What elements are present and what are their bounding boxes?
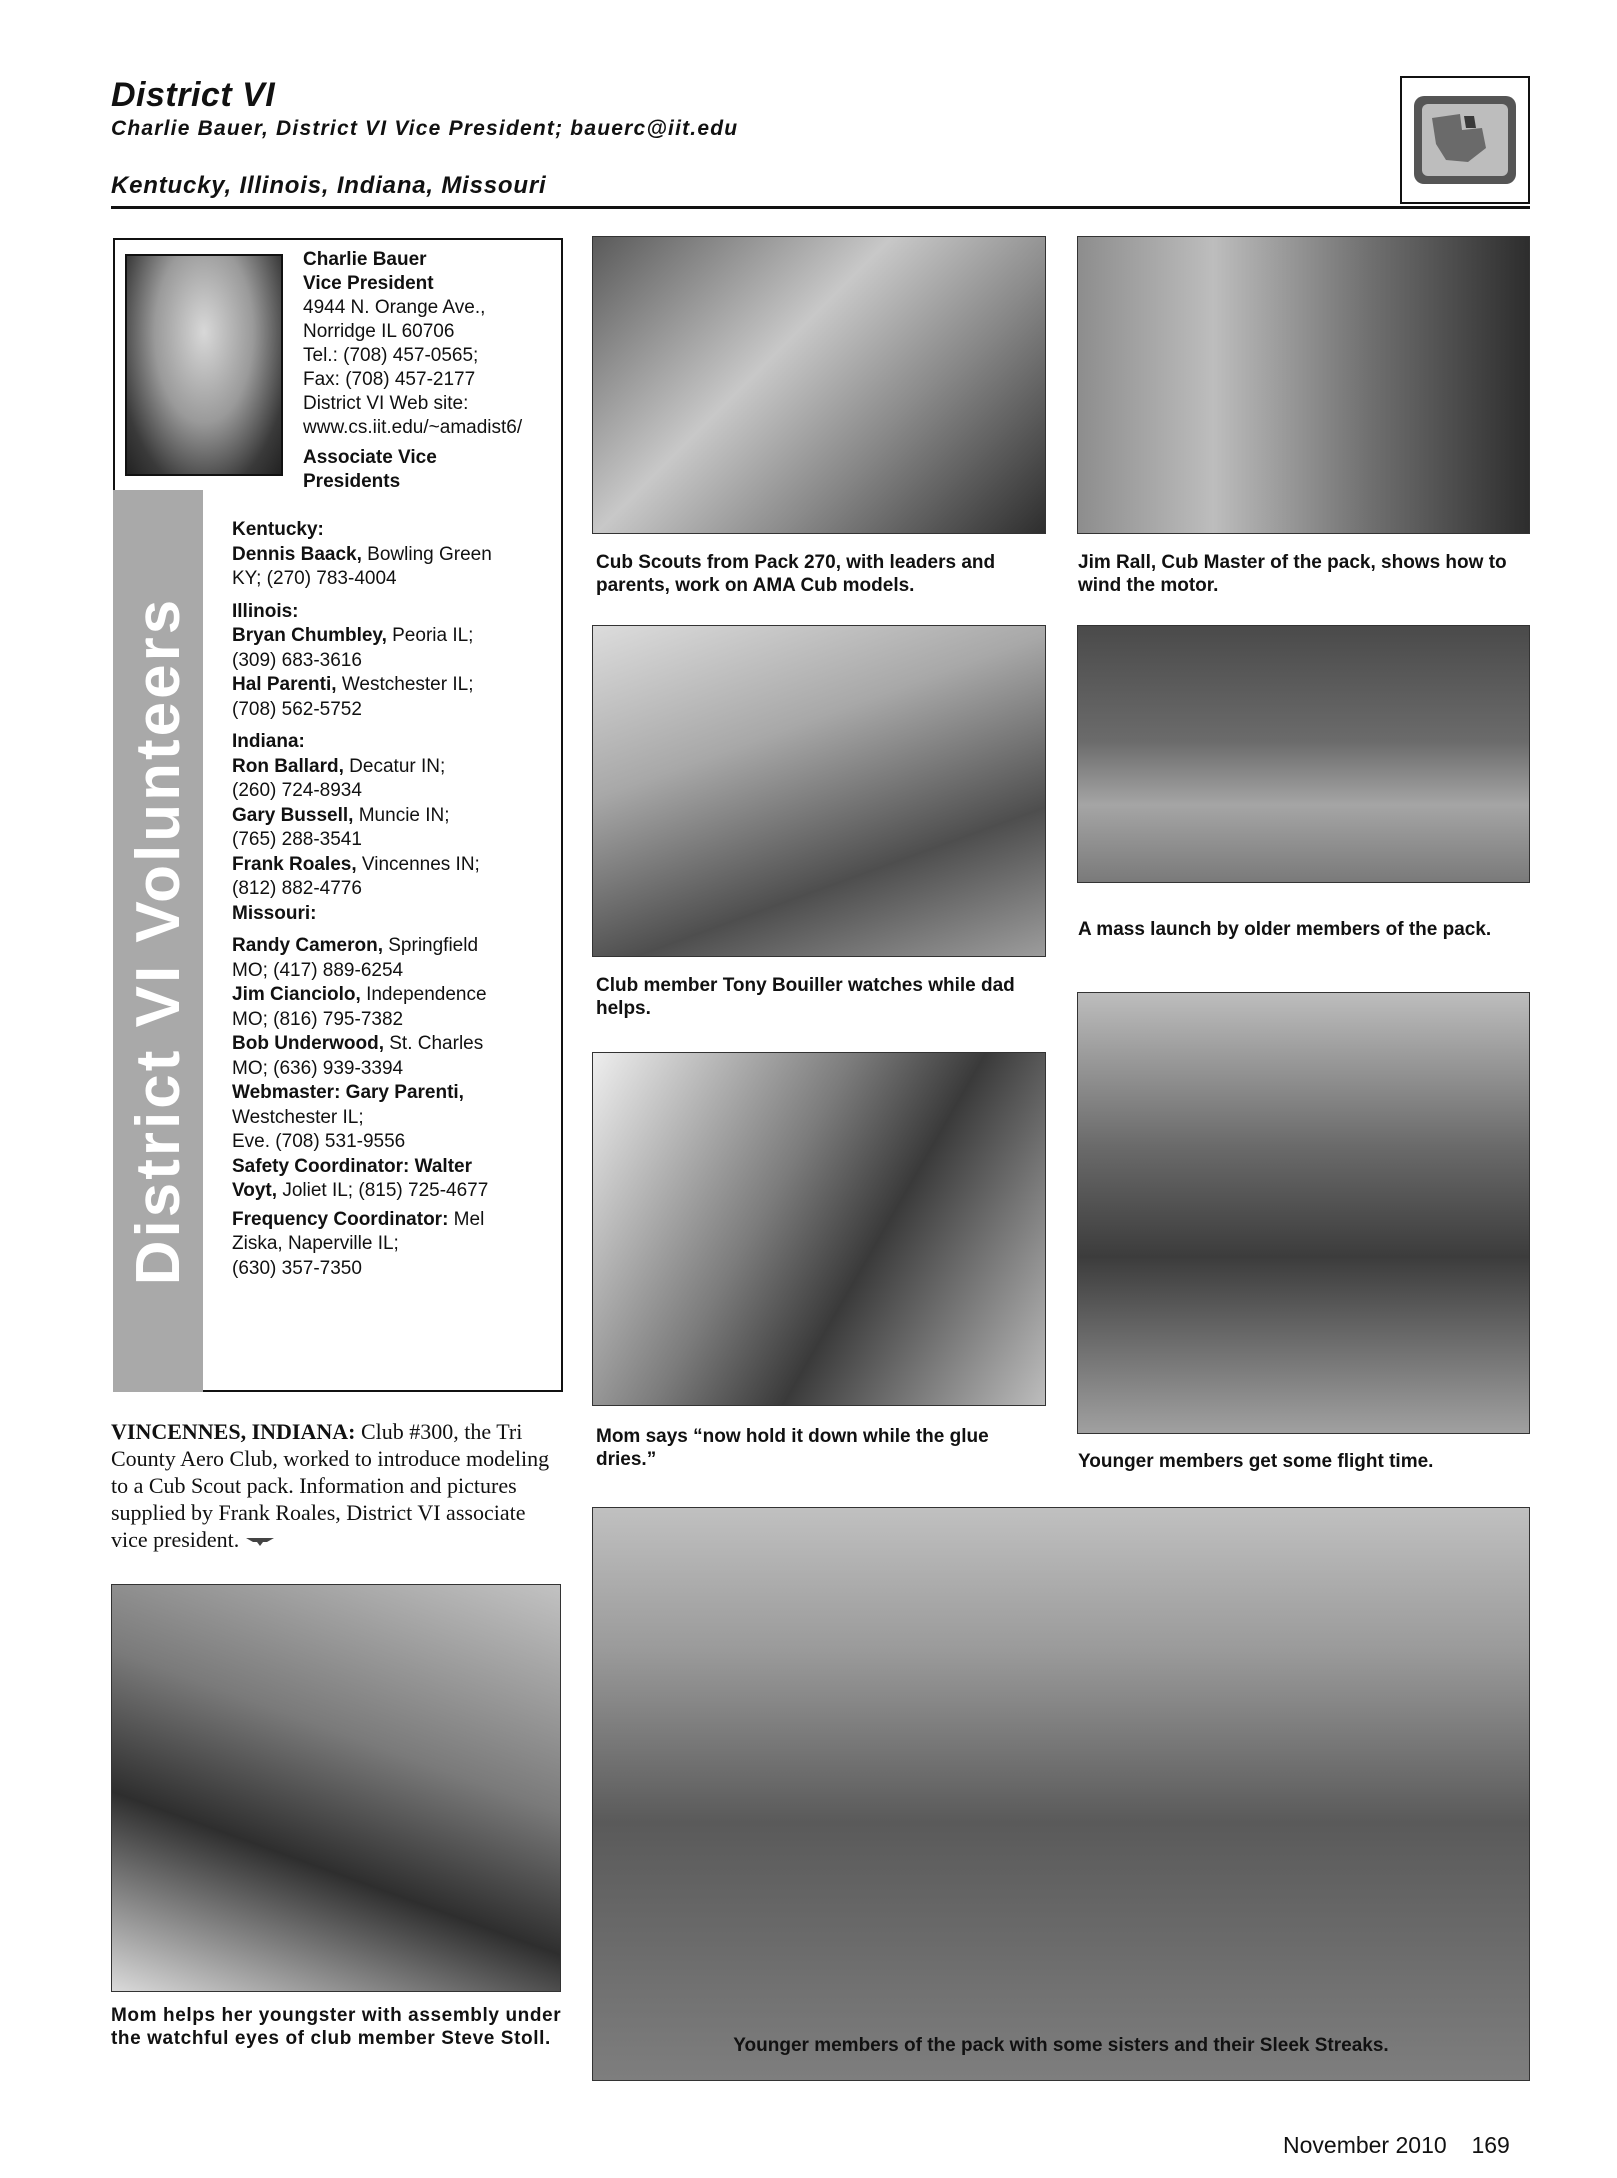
state-label-missouri: Missouri: bbox=[232, 902, 317, 924]
state-label-indiana: Indiana: bbox=[232, 731, 305, 752]
vp-address-line-2: Norridge IL 60706 bbox=[303, 321, 455, 342]
contact-phone: MO; (636) 939-3394 bbox=[232, 1057, 404, 1079]
vp-web-link[interactable]: www.cs.iit.edu/~amadist6/ bbox=[303, 417, 523, 438]
vp-address-line-1: 4944 N. Orange Ave., bbox=[303, 297, 486, 318]
contact-phone: (812) 882-4776 bbox=[232, 878, 362, 899]
frequency-contact: Frequency Coordinator: Mel bbox=[232, 1208, 485, 1230]
associate-vp-list bbox=[232, 518, 557, 1281]
district-vp-line: Charlie Bauer, District VI Vice President; bauerc@iit.edu bbox=[111, 117, 739, 140]
vp-tel: Tel.: (708) 457-0565; bbox=[303, 345, 479, 366]
contact-randy-cameron: Randy Cameron, Springfield bbox=[232, 935, 479, 956]
volunteers-band bbox=[113, 490, 203, 1392]
contact-phone: (260) 724-8934 bbox=[232, 780, 362, 801]
contact-phone: MO; (417) 889-6254 bbox=[232, 959, 404, 981]
caption-flight-time: Younger members get some flight time. bbox=[1078, 1451, 1434, 1472]
assoc-heading-2: Presidents bbox=[303, 471, 401, 492]
state-label-kentucky: Kentucky: bbox=[232, 519, 324, 540]
vp-portrait-photo bbox=[125, 254, 283, 476]
photo-younger-flight bbox=[1077, 992, 1530, 1434]
vp-contact bbox=[303, 248, 558, 494]
caption-tony-bouiller: Club member Tony Bouiller watches while dad helps. bbox=[596, 975, 1015, 1019]
page-footer bbox=[1283, 2132, 1510, 2159]
contact-phone: KY; (270) 783-4004 bbox=[232, 568, 397, 589]
frequency-city: Ziska, Naperville IL; bbox=[232, 1233, 399, 1254]
photo-cub-master-winding bbox=[1077, 236, 1530, 534]
photo-mass-launch bbox=[1077, 625, 1530, 883]
photo-group-sleek-streaks bbox=[592, 1507, 1530, 2081]
district-map-logo bbox=[1400, 76, 1530, 204]
district-states: Kentucky, Illinois, Indiana, Missouri bbox=[111, 172, 547, 199]
article-body: Club #300, the Tri County Aero Club, worked to introduce modeling to a Cub Scout pack. Information and pictures supplied by Frank Roales, District VI associate vice president. bbox=[111, 1419, 550, 1552]
contact-gary-bussell: Gary Bussell, Muncie IN; bbox=[232, 804, 450, 826]
caption-mom-helps: Mom helps her youngster with assembly under the watchful eyes of club member Steve Stoll. bbox=[111, 2005, 562, 2049]
vp-web-label: District VI Web site: bbox=[303, 393, 469, 414]
caption-group-photo: Younger members of the pack with some sisters and their Sleek Streaks. bbox=[733, 2035, 1389, 2056]
photo-tony-and-dad bbox=[592, 625, 1046, 957]
vp-role: Vice President bbox=[303, 273, 434, 294]
contact-dennis-baack: Dennis Baack, Bowling Green bbox=[232, 543, 492, 565]
article-dateline: VINCENNES, INDIANA: bbox=[111, 1419, 356, 1444]
caption-mass-launch: A mass launch by older members of the pack. bbox=[1078, 919, 1492, 940]
header-rule bbox=[111, 206, 1530, 209]
contact-bob-underwood: Bob Underwood, St. Charles bbox=[232, 1033, 484, 1054]
contact-ron-ballard: Ron Ballard, Decatur IN; bbox=[232, 755, 446, 777]
photo-mom-glue bbox=[592, 1052, 1046, 1406]
contact-phone: (765) 288-3541 bbox=[232, 829, 362, 850]
vp-fax: Fax: (708) 457-2177 bbox=[303, 369, 476, 390]
district-title: District VI bbox=[111, 76, 276, 114]
assoc-heading-1: Associate Vice bbox=[303, 447, 437, 468]
webmaster-city: Westchester IL; bbox=[232, 1106, 364, 1128]
page-number: 169 bbox=[1471, 2132, 1510, 2158]
photo-cub-scouts-working bbox=[592, 236, 1046, 534]
safety-contact: Voyt, Joliet IL; (815) 725-4677 bbox=[232, 1180, 489, 1201]
photo-mom-helps-youngster bbox=[111, 1584, 561, 1992]
frequency-phone: (630) 357-7350 bbox=[232, 1257, 362, 1279]
contact-phone: (708) 562-5752 bbox=[232, 698, 362, 720]
state-label-illinois: Illinois: bbox=[232, 600, 299, 622]
caption-cub-master: Jim Rall, Cub Master of the pack, shows how to wind the motor. bbox=[1078, 552, 1507, 596]
caption-mom-glue: Mom says “now hold it down while the glue dries.” bbox=[596, 1426, 989, 1470]
webmaster-phone: Eve. (708) 531-9556 bbox=[232, 1131, 406, 1152]
contact-phone: MO; (816) 795-7382 bbox=[232, 1008, 404, 1030]
contact-hal-parenti: Hal Parenti, Westchester IL; bbox=[232, 674, 474, 695]
volunteers-band-title: District VI Volunteers bbox=[123, 596, 193, 1286]
article-intro bbox=[111, 1418, 561, 1553]
caption-cub-scouts: Cub Scouts from Pack 270, with leaders and parents, work on AMA Cub models. bbox=[596, 552, 996, 596]
contact-phone: (309) 683-3616 bbox=[232, 649, 362, 671]
district-map-icon bbox=[1402, 78, 1528, 202]
contact-jim-cianciolo: Jim Cianciolo, Independence bbox=[232, 984, 487, 1005]
contact-bryan-chumbley: Bryan Chumbley, Peoria IL; bbox=[232, 625, 474, 646]
issue-date: November 2010 bbox=[1283, 2132, 1447, 2158]
vp-name: Charlie Bauer bbox=[303, 249, 427, 270]
contact-frank-roales: Frank Roales, Vincennes IN; bbox=[232, 853, 480, 875]
safety-label: Safety Coordinator: Walter bbox=[232, 1155, 472, 1177]
ama-end-mark-icon bbox=[245, 1533, 275, 1547]
webmaster-label: Webmaster: Gary Parenti, bbox=[232, 1082, 464, 1103]
